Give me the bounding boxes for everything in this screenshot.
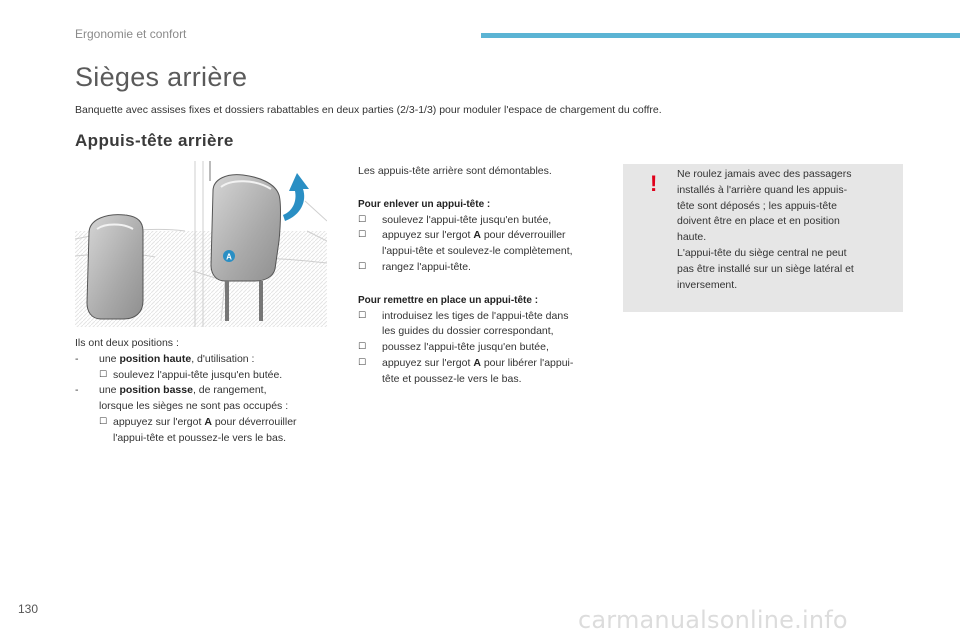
- warning-text: Ne roulez jamais avec des passagers installés à l'arrière quand les appuis- tête sont déposés ; les appuis-tête doivent être en place et en position haute. L'appui-tête du siège central ne peut pas être installé sur un siège latéral et inversement.: [677, 168, 854, 291]
- watermark: carmanualsonline.info: [578, 606, 848, 634]
- headrest-high-shape: [211, 175, 281, 281]
- list-item: ☐ rangez l'appui-tête.: [358, 260, 618, 276]
- list-item: ☐ introduisez les tiges de l'appui-tête dans: [358, 309, 618, 325]
- list-item: ☐ appuyez sur l'ergot A pour déverrouiller: [75, 415, 335, 431]
- page-number: 130: [18, 602, 39, 616]
- list-item: l'appui-tête et soulevez-le complètement,: [382, 245, 573, 258]
- instructions-block: [358, 164, 618, 388]
- bullet-icon: ☐: [358, 214, 367, 225]
- list-item: ☐ soulevez l'appui-tête jusqu'en butée.: [75, 368, 335, 384]
- removal-title: Pour enlever un appui-tête :: [358, 198, 491, 210]
- list-item: l'appui-tête et poussez-le vers le bas.: [113, 431, 287, 444]
- list-item: - une position haute, d'utilisation :: [75, 352, 255, 365]
- list-item: ☐ soulevez l'appui-tête jusqu'en butée,: [358, 213, 618, 229]
- page-title: Sièges arrière: [75, 62, 248, 92]
- headrest-illustration: [75, 161, 327, 327]
- bullet-icon: ☐: [358, 310, 367, 321]
- section-title: Appuis-tête arrière: [75, 131, 234, 150]
- list-item: les guides du dossier correspondant,: [382, 325, 554, 338]
- refit-title: Pour remettre en place un appui-tête :: [358, 294, 539, 306]
- bullet-icon: ☐: [358, 357, 367, 368]
- bullet-icon: ☐: [358, 230, 367, 241]
- positions-block: [75, 336, 335, 447]
- list-item: - une position basse, de rangement,: [75, 384, 267, 397]
- headrest-low-shape: [87, 215, 143, 319]
- intro-text: Banquette avec assises fixes et dossiers rabattables en deux parties (2/3-1/3) pour moduler l'espace de chargement du coffre.: [75, 104, 662, 116]
- bullet-icon: ☐: [99, 369, 108, 380]
- bullet-icon: ☐: [358, 261, 367, 272]
- bullet-icon: ☐: [99, 416, 108, 427]
- bullet-icon: ☐: [358, 342, 367, 353]
- removal-lead: Les appuis-tête arrière sont démontables.: [358, 165, 552, 177]
- header-accent-bar: [481, 33, 960, 38]
- list-item: ☐ poussez l'appui-tête jusqu'en butée,: [358, 340, 618, 356]
- list-item: tête et poussez-le vers le bas.: [382, 372, 522, 385]
- list-item: ☐ appuyez sur l'ergot A pour déverrouiller: [358, 228, 618, 244]
- label-a-marker: A: [226, 252, 232, 262]
- list-item: lorsque les sièges ne sont pas occupés :: [99, 400, 289, 413]
- header-section-title: Ergonomie et confort: [75, 27, 187, 41]
- positions-intro: Ils ont deux positions :: [75, 337, 179, 349]
- warning-icon: !: [650, 171, 658, 196]
- list-item: ☐ appuyez sur l'ergot A pour libérer l'appui-: [358, 356, 618, 372]
